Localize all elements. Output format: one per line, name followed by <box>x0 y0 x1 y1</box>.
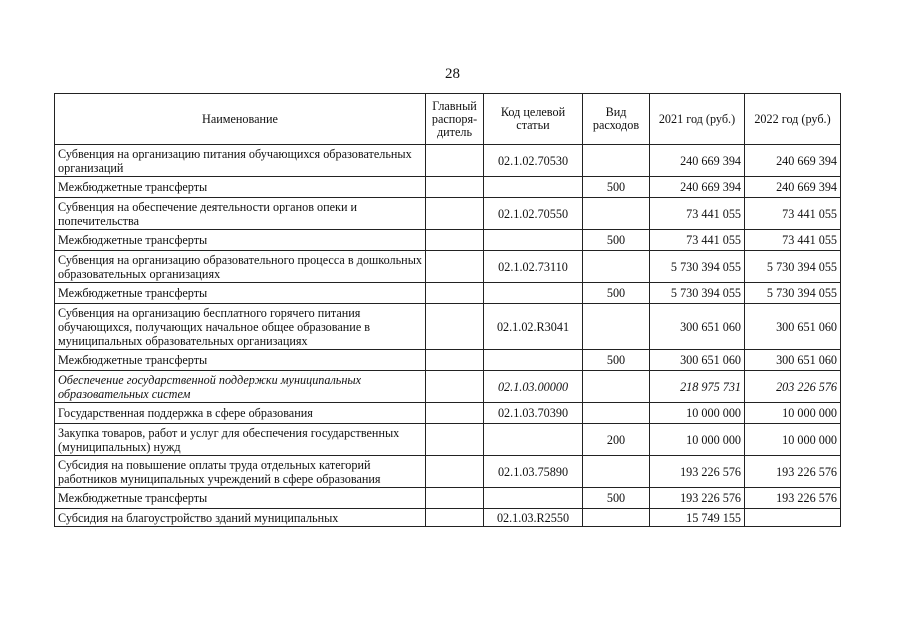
row-manager <box>426 283 484 304</box>
row-type: 500 <box>583 350 650 371</box>
row-code: 02.1.03.75890 <box>484 456 583 488</box>
header-code: Код целевой статьи <box>484 94 583 145</box>
row-2022 <box>745 509 841 527</box>
table-row <box>55 424 841 456</box>
row-2021: 73 441 055 <box>650 230 745 251</box>
row-code <box>484 230 583 251</box>
row-2022: 73 441 055 <box>745 230 841 251</box>
table-row <box>55 283 841 304</box>
budget-table <box>54 93 841 527</box>
row-2022: 5 730 394 055 <box>745 251 841 283</box>
table-row <box>55 456 841 488</box>
row-2022: 300 651 060 <box>745 304 841 350</box>
table-row <box>55 177 841 198</box>
row-manager <box>426 251 484 283</box>
row-type: 500 <box>583 488 650 509</box>
row-manager <box>426 350 484 371</box>
row-type <box>583 198 650 230</box>
row-manager <box>426 424 484 456</box>
row-type <box>583 456 650 488</box>
header-type: Вид расходов <box>583 94 650 145</box>
row-code <box>484 424 583 456</box>
row-code: 02.1.03.R2550 <box>484 509 583 527</box>
row-manager <box>426 145 484 177</box>
row-2022: 193 226 576 <box>745 456 841 488</box>
row-name: Государственная поддержка в сфере образования <box>55 403 426 424</box>
table-row <box>55 251 841 283</box>
row-manager <box>426 403 484 424</box>
header-2021: 2021 год (руб.) <box>650 94 745 145</box>
row-2021: 15 749 155 <box>650 509 745 527</box>
table-row <box>55 509 841 527</box>
row-code: 02.1.02.70530 <box>484 145 583 177</box>
row-2021: 193 226 576 <box>650 488 745 509</box>
row-name: Обеспечение государственной поддержки муниципальных образовательных систем <box>55 371 426 403</box>
row-2021: 300 651 060 <box>650 304 745 350</box>
row-2022: 240 669 394 <box>745 177 841 198</box>
table-row <box>55 488 841 509</box>
row-manager <box>426 198 484 230</box>
row-code <box>484 283 583 304</box>
row-2022: 203 226 576 <box>745 371 841 403</box>
row-2022: 300 651 060 <box>745 350 841 371</box>
row-type <box>583 509 650 527</box>
header-manager: Главный распоря-дитель <box>426 94 484 145</box>
row-code <box>484 350 583 371</box>
table-row <box>55 198 841 230</box>
table-row <box>55 145 841 177</box>
row-2021: 5 730 394 055 <box>650 283 745 304</box>
row-type <box>583 371 650 403</box>
row-name: Межбюджетные трансферты <box>55 488 426 509</box>
row-2021: 10 000 000 <box>650 424 745 456</box>
row-2021: 73 441 055 <box>650 198 745 230</box>
header-name: Наименование <box>55 94 426 145</box>
row-manager <box>426 177 484 198</box>
row-type: 500 <box>583 230 650 251</box>
row-name: Субвенция на организацию бесплатного горячего питания обучающихся, получающих начальное общее образование в муниципальных образовательных организациях <box>55 304 426 350</box>
row-2022: 73 441 055 <box>745 198 841 230</box>
row-code: 02.1.02.R3041 <box>484 304 583 350</box>
row-name: Закупка товаров, работ и услуг для обеспечения государственных (муниципальных) нужд <box>55 424 426 456</box>
row-code: 02.1.02.73110 <box>484 251 583 283</box>
header-2022: 2022 год (руб.) <box>745 94 841 145</box>
row-type: 500 <box>583 283 650 304</box>
row-manager <box>426 304 484 350</box>
row-manager <box>426 230 484 251</box>
row-code: 02.1.02.70550 <box>484 198 583 230</box>
row-2022: 193 226 576 <box>745 488 841 509</box>
row-type <box>583 403 650 424</box>
table-row <box>55 304 841 350</box>
row-name: Субвенция на организацию питания обучающихся образовательных организаций <box>55 145 426 177</box>
row-2021: 193 226 576 <box>650 456 745 488</box>
row-name: Межбюджетные трансферты <box>55 350 426 371</box>
row-code <box>484 177 583 198</box>
row-code: 02.1.03.00000 <box>484 371 583 403</box>
row-code <box>484 488 583 509</box>
row-2022: 10 000 000 <box>745 424 841 456</box>
row-2021: 240 669 394 <box>650 145 745 177</box>
row-code: 02.1.03.70390 <box>484 403 583 424</box>
table-row <box>55 350 841 371</box>
table-row <box>55 230 841 251</box>
row-2021: 10 000 000 <box>650 403 745 424</box>
row-manager <box>426 371 484 403</box>
row-type: 200 <box>583 424 650 456</box>
table-row <box>55 371 841 403</box>
row-type <box>583 251 650 283</box>
row-name: Субвенция на обеспечение деятельности органов опеки и попечительства <box>55 198 426 230</box>
row-2022: 10 000 000 <box>745 403 841 424</box>
row-name: Межбюджетные трансферты <box>55 177 426 198</box>
row-name: Субсидия на повышение оплаты труда отдельных категорий работников муниципальных учреждений в сфере образования <box>55 456 426 488</box>
row-name: Субвенция на организацию образовательного процесса в дошкольных образовательных организациях <box>55 251 426 283</box>
row-2021: 218 975 731 <box>650 371 745 403</box>
row-2021: 240 669 394 <box>650 177 745 198</box>
row-type: 500 <box>583 177 650 198</box>
row-name: Межбюджетные трансферты <box>55 283 426 304</box>
row-name: Субсидия на благоустройство зданий муниципальных <box>55 509 426 527</box>
row-name: Межбюджетные трансферты <box>55 230 426 251</box>
table-row <box>55 403 841 424</box>
row-2022: 5 730 394 055 <box>745 283 841 304</box>
row-type <box>583 145 650 177</box>
row-2022: 240 669 394 <box>745 145 841 177</box>
row-manager <box>426 456 484 488</box>
row-manager <box>426 509 484 527</box>
row-2021: 5 730 394 055 <box>650 251 745 283</box>
page-number: 28 <box>445 66 460 82</box>
header-row <box>55 94 841 145</box>
row-type <box>583 304 650 350</box>
row-2021: 300 651 060 <box>650 350 745 371</box>
row-manager <box>426 488 484 509</box>
